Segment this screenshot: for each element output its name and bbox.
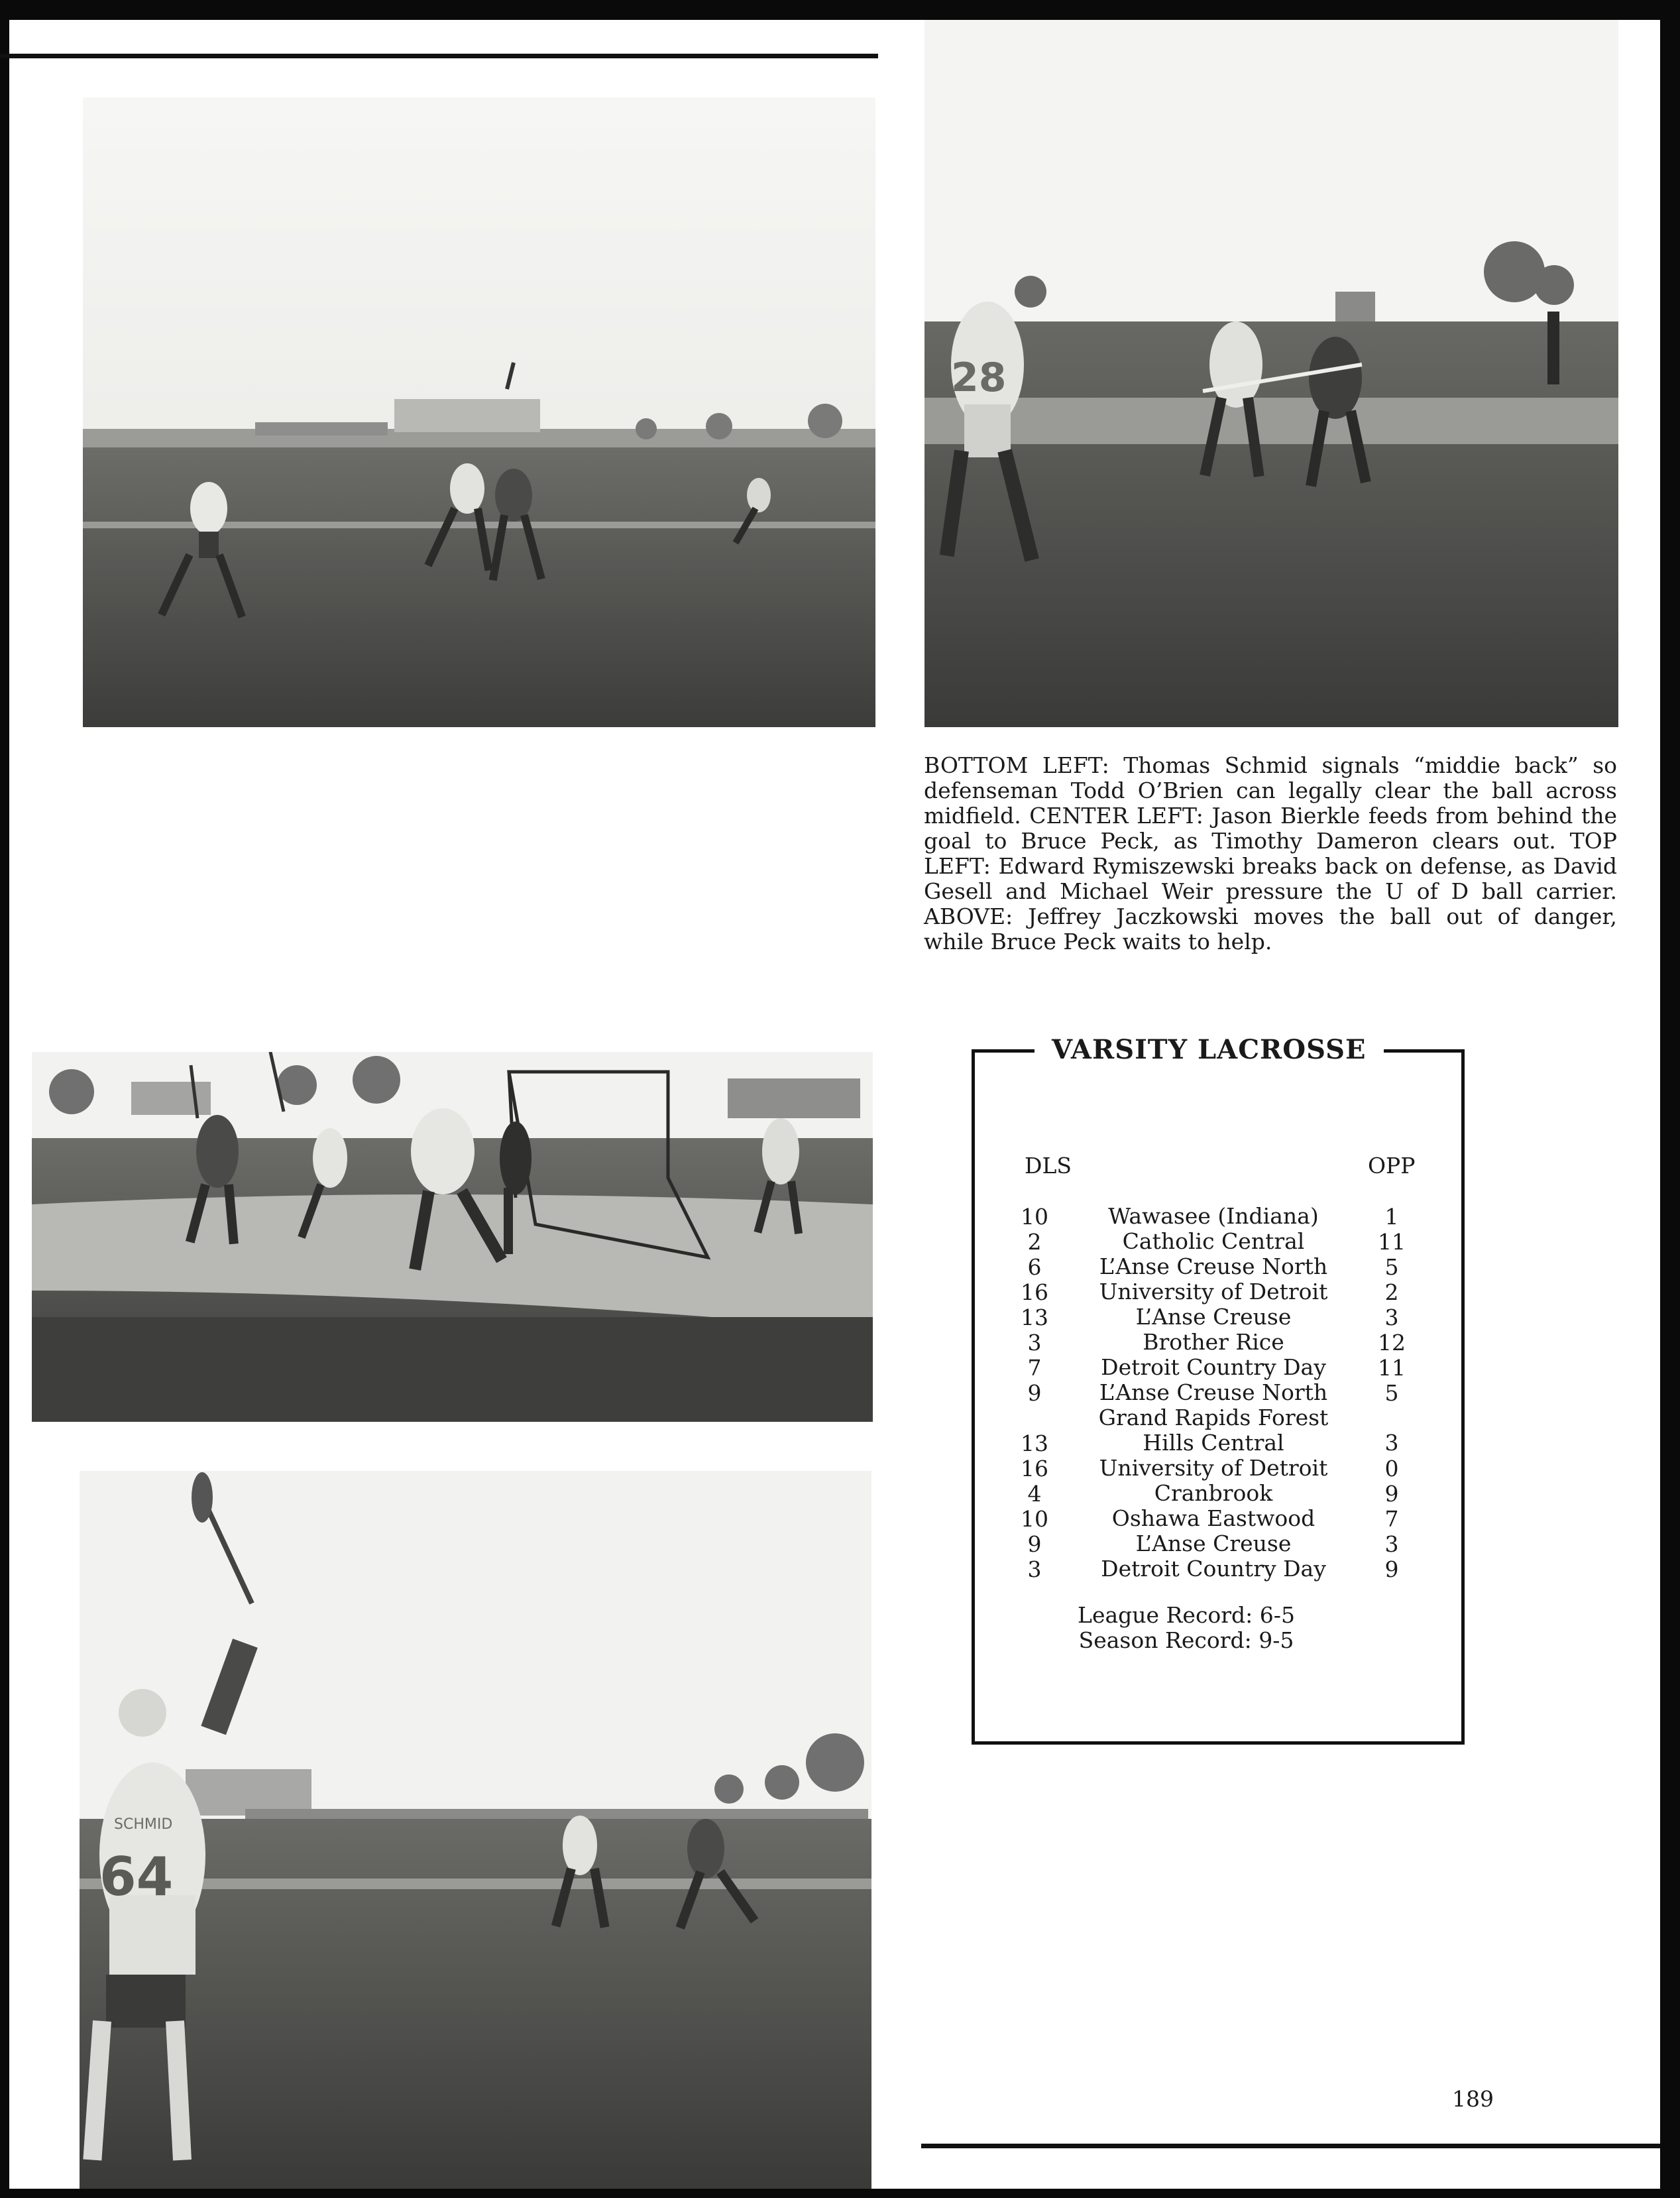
dls-score: 9 [1027, 1380, 1042, 1406]
game-row [975, 1481, 1461, 1506]
top-rule [0, 54, 878, 58]
game-row [975, 1330, 1461, 1355]
opponent-name: Detroit Country Day [1101, 1354, 1326, 1380]
bottom-left-jersey-number: 64 [99, 1846, 174, 1908]
opp-score: 5 [1384, 1254, 1399, 1280]
bottom-border [0, 2189, 1680, 2198]
opponent-name: Wawasee (Indiana) [1108, 1203, 1319, 1229]
dls-score: 6 [1027, 1254, 1042, 1280]
scoreboard-title: VARSITY LACROSSE [1035, 1034, 1384, 1065]
photo-center-left [32, 1052, 873, 1422]
opponent-name: University of Detroit [1099, 1279, 1328, 1304]
column-header-opp: OPP [1368, 1153, 1416, 1179]
opponent-name: Catholic Central [1122, 1228, 1305, 1254]
game-row [975, 1556, 1461, 1582]
photo-caption: BOTTOM LEFT: Thomas Schmid signals “middie back” so defenseman Todd O’Brien can legally clear the ball across midfield. CENTER LEFT: Jason Bierkle feeds from behind the goal to Bruce Peck, as Timothy Dameron clears out. TOP LEFT: Edward Rymiszewski breaks back on defense, as David Gesell and Michael Weir pressure the U of D ball carrier. ABOVE: Jeffrey Jaczkowski moves the ball out of danger, while Bruce Peck waits to help. [924, 752, 1617, 954]
opponent-name: University of Detroit [1099, 1455, 1328, 1481]
dls-score: 10 [1021, 1204, 1048, 1230]
opp-score: 11 [1378, 1229, 1406, 1255]
opponent-name: Detroit Country Day [1101, 1556, 1326, 1582]
photo-top-right [924, 20, 1618, 727]
right-border [1660, 0, 1680, 2198]
opp-score: 3 [1384, 1304, 1399, 1330]
game-row [975, 1506, 1461, 1531]
opp-score: 5 [1384, 1380, 1399, 1406]
dls-score: 16 [1021, 1456, 1048, 1481]
opp-score: 12 [1378, 1330, 1406, 1356]
dls-score: 2 [1027, 1229, 1042, 1255]
game-row [975, 1531, 1461, 1556]
opp-score: 0 [1384, 1456, 1399, 1481]
opp-score: 11 [1378, 1355, 1406, 1381]
game-row [975, 1456, 1461, 1481]
game-row [975, 1405, 1461, 1456]
opp-score: 1 [1384, 1204, 1399, 1230]
league-record: League Record: 6-5 [1078, 1602, 1295, 1628]
opponent-name: Cranbrook [1154, 1480, 1273, 1506]
photo-top-left [83, 97, 875, 727]
left-border [0, 0, 9, 2198]
bottom-left-jersey-name: SCHMID [114, 1816, 173, 1833]
game-list [975, 1204, 1461, 1582]
dls-score: 3 [1027, 1330, 1042, 1356]
opp-score: 3 [1384, 1430, 1399, 1456]
page-number: 189 [1452, 2086, 1494, 2112]
top-border [0, 0, 1680, 20]
game-row [975, 1254, 1461, 1279]
varsity-lacrosse-scoreboard [972, 1034, 1465, 1745]
dls-score: 13 [1021, 1304, 1048, 1330]
dls-score: 10 [1021, 1506, 1048, 1532]
opponent-name: Grand Rapids Forest Hills Central [1098, 1405, 1329, 1456]
opponent-name: L’Anse Creuse North [1099, 1253, 1328, 1279]
dls-score: 13 [1021, 1430, 1048, 1456]
opp-score: 9 [1384, 1556, 1399, 1582]
dls-score: 3 [1027, 1556, 1042, 1582]
opponent-name: L’Anse Creuse [1135, 1304, 1292, 1330]
season-record: Season Record: 9-5 [1078, 1627, 1294, 1653]
dls-score: 4 [1027, 1481, 1042, 1507]
opp-score: 9 [1384, 1481, 1399, 1507]
game-row [975, 1204, 1461, 1229]
photo-bottom-left [80, 1471, 871, 2189]
opponent-name: L’Anse Creuse North [1099, 1379, 1328, 1405]
game-row [975, 1304, 1461, 1330]
game-row [975, 1279, 1461, 1304]
opponent-name: Brother Rice [1143, 1329, 1284, 1355]
dls-score: 7 [1027, 1355, 1042, 1381]
opponent-name: Oshawa Eastwood [1111, 1505, 1316, 1531]
game-row [975, 1380, 1461, 1405]
opp-score: 3 [1384, 1531, 1399, 1557]
game-row [975, 1355, 1461, 1380]
opp-score: 2 [1384, 1279, 1399, 1305]
game-row [975, 1229, 1461, 1254]
column-header-dls: DLS [1025, 1153, 1072, 1179]
dls-score: 9 [1027, 1531, 1042, 1557]
top-right-jersey-number: 28 [951, 355, 1007, 401]
bottom-rule [921, 2144, 1660, 2148]
dls-score: 16 [1021, 1279, 1048, 1305]
opponent-name: L’Anse Creuse [1135, 1531, 1292, 1556]
season-records [975, 1603, 1461, 1653]
opp-score: 7 [1384, 1506, 1399, 1532]
